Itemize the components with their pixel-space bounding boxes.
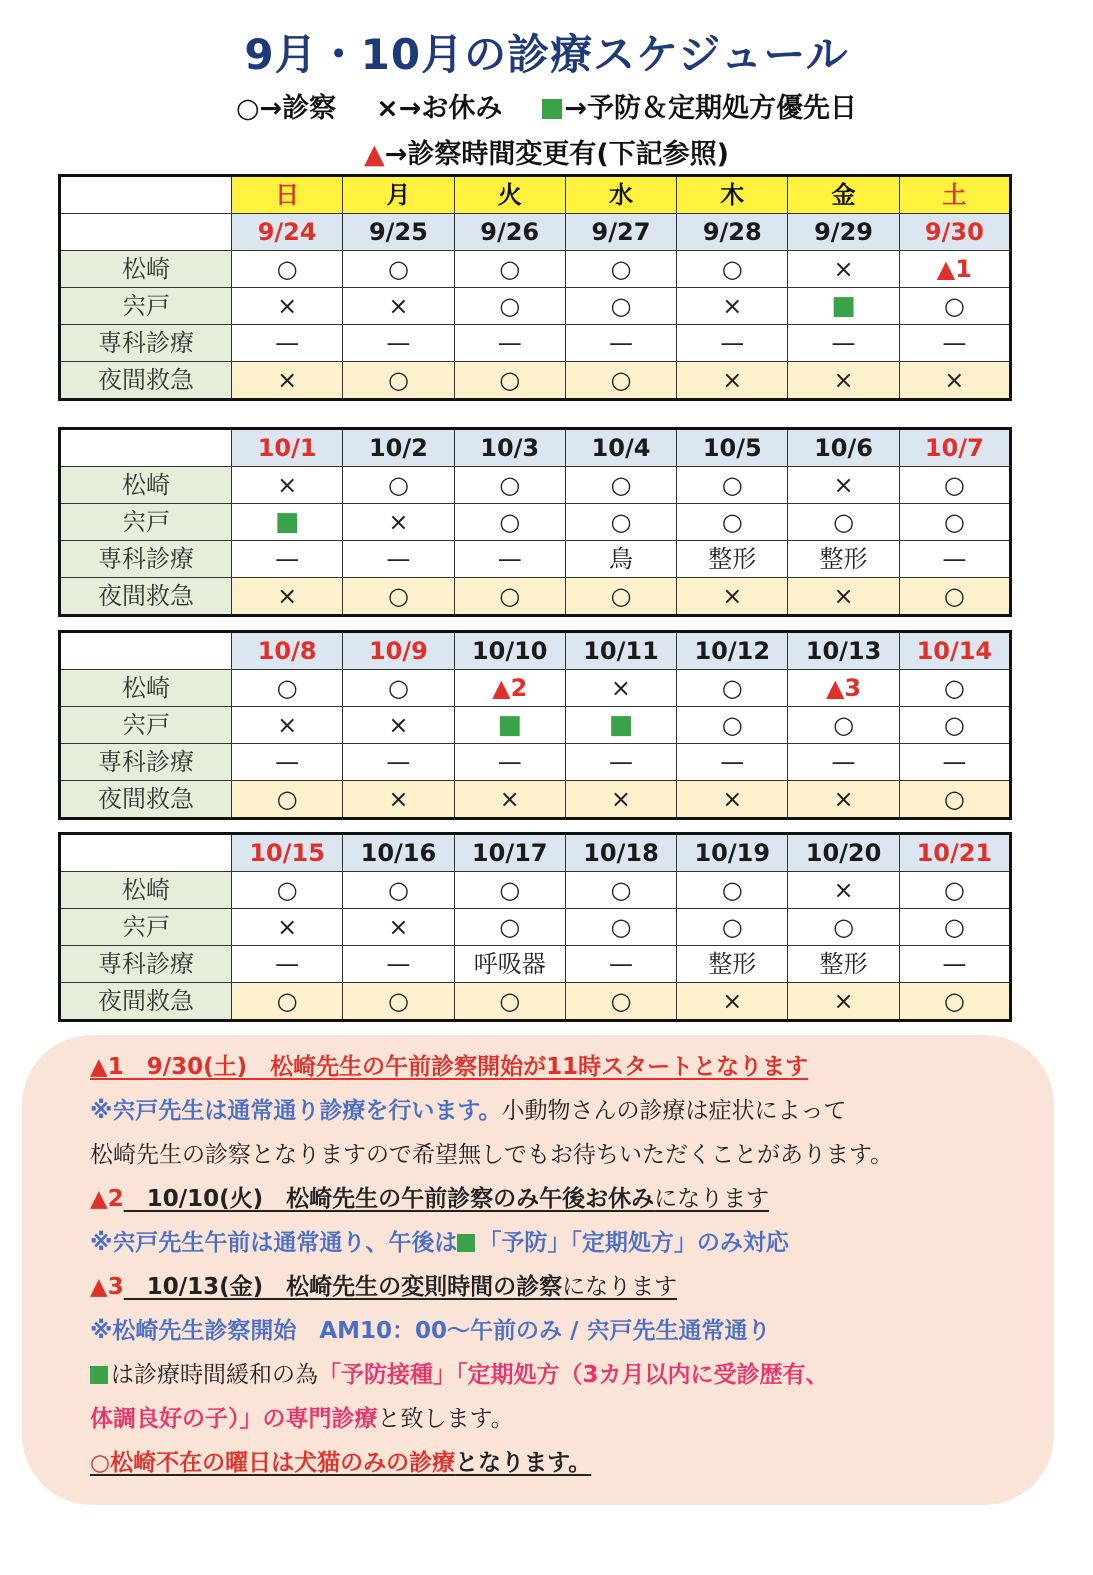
schedule-cell: —	[232, 744, 343, 781]
date-cell: 10/1	[232, 429, 343, 467]
schedule-cell: —	[232, 946, 343, 983]
weekday-header: 金	[788, 176, 899, 214]
schedule-cell: ○	[788, 707, 899, 744]
note-4-line-b	[90, 1404, 514, 1434]
schedule-cell: ○	[899, 707, 1010, 744]
row-special	[60, 325, 1011, 362]
legend-open: ○→診察	[235, 93, 337, 124]
schedule-cell: ○	[899, 670, 1010, 707]
schedule-cell: ×	[788, 362, 899, 400]
schedule-cell: ○	[899, 983, 1010, 1021]
schedule-cell: —	[565, 744, 676, 781]
schedule-cell: ×	[677, 983, 788, 1021]
schedule-cell: ×	[343, 707, 454, 744]
schedule-cell: —	[232, 541, 343, 578]
legend-priority: →予防＆定期処方優先日	[564, 93, 858, 124]
date-cell: 10/6	[788, 429, 899, 467]
schedule-cell: ○	[677, 872, 788, 909]
green-square-icon	[542, 99, 562, 119]
date-row	[60, 214, 1011, 251]
schedule-cell: —	[899, 744, 1010, 781]
schedule-cell: —	[454, 541, 565, 578]
schedule-cell: ○	[788, 504, 899, 541]
weekday-header: 土	[899, 176, 1010, 214]
note-1-small-animals: 小動物さんの診療は症状によって	[501, 1098, 847, 1124]
date-cell: 9/25	[343, 214, 454, 251]
weekday-header: 火	[454, 176, 565, 214]
schedule-cell: ×	[677, 578, 788, 616]
row-label: 専科診療	[60, 541, 232, 578]
green-square-icon	[457, 1234, 475, 1252]
note-4-c: 体調良好の子）」の専門診療	[90, 1406, 378, 1432]
schedule-cell: ○	[677, 670, 788, 707]
row-special	[60, 744, 1011, 781]
schedule-cell: ○	[343, 362, 454, 400]
schedule-cell: ▲3	[788, 670, 899, 707]
schedule-cell: ×	[232, 909, 343, 946]
date-cell: 9/29	[788, 214, 899, 251]
schedule-cell: ○	[899, 781, 1010, 819]
schedule-cell: —	[899, 325, 1010, 362]
schedule-cell: —	[343, 946, 454, 983]
row-label: 専科診療	[60, 744, 232, 781]
row-label: 松崎	[60, 251, 232, 288]
date-row	[60, 632, 1011, 670]
schedule-cell: ×	[232, 467, 343, 504]
schedule-week-4	[58, 832, 1012, 1022]
date-cell: 10/13	[788, 632, 899, 670]
row-night	[60, 781, 1011, 819]
schedule-cell: ×	[565, 781, 676, 819]
date-cell: 9/30	[899, 214, 1010, 251]
row-matsuzaki	[60, 670, 1011, 707]
schedule-cell: ○	[677, 909, 788, 946]
schedule-cell: ○	[454, 872, 565, 909]
row-label: 夜間救急	[60, 781, 232, 819]
row-shishido	[60, 707, 1011, 744]
row-shishido	[60, 909, 1011, 946]
schedule-cell: —	[788, 744, 899, 781]
schedule-cell: ○	[565, 504, 676, 541]
note-5	[90, 1448, 591, 1478]
schedule-cell: 呼吸器	[454, 946, 565, 983]
schedule-cell: ×	[232, 288, 343, 325]
schedule-cell: ○	[454, 251, 565, 288]
date-cell: 10/7	[899, 429, 1010, 467]
schedule-cell: ○	[343, 983, 454, 1021]
corner-cell	[60, 214, 232, 251]
corner-cell	[60, 429, 232, 467]
row-label: 専科診療	[60, 946, 232, 983]
schedule-cell: ○	[899, 467, 1010, 504]
legend-closed: ×→お休み	[376, 93, 503, 124]
schedule-cell: ×	[788, 983, 899, 1021]
note-3-heading	[90, 1272, 677, 1302]
row-matsuzaki	[60, 872, 1011, 909]
date-cell: 9/27	[565, 214, 676, 251]
schedule-cell: —	[454, 325, 565, 362]
note-1-heading: ▲1 9/30(土) 松崎先生の午前診察開始が11時スタートとなります	[90, 1054, 809, 1080]
date-cell: 10/12	[677, 632, 788, 670]
date-cell: 10/20	[788, 834, 899, 872]
date-cell: 10/17	[454, 834, 565, 872]
schedule-cell: —	[565, 325, 676, 362]
schedule-cell: —	[343, 744, 454, 781]
row-label: 専科診療	[60, 325, 232, 362]
schedule-cell: ○	[677, 707, 788, 744]
schedule-cell: —	[454, 744, 565, 781]
row-label: 宍戸	[60, 504, 232, 541]
weekday-header: 水	[565, 176, 676, 214]
schedule-cell: ■	[454, 707, 565, 744]
schedule-cell: 鳥	[565, 541, 676, 578]
schedule-week-1	[58, 174, 1012, 401]
schedule-cell: ○	[232, 781, 343, 819]
date-cell: 10/9	[343, 632, 454, 670]
schedule-cell: —	[899, 541, 1010, 578]
date-cell: 10/2	[343, 429, 454, 467]
note-5-a: ○松崎不在の曜日は犬猫のみの診療	[90, 1450, 456, 1476]
row-night	[60, 983, 1011, 1021]
schedule-cell: ○	[565, 983, 676, 1021]
row-night	[60, 578, 1011, 616]
weekday-header: 日	[232, 176, 343, 214]
row-special	[60, 541, 1011, 578]
date-cell: 10/5	[677, 429, 788, 467]
date-cell: 10/15	[232, 834, 343, 872]
schedule-cell: 整形	[788, 541, 899, 578]
schedule-cell: ○	[454, 504, 565, 541]
schedule-cell: ×	[788, 251, 899, 288]
date-row	[60, 834, 1011, 872]
schedule-cell: ×	[899, 362, 1010, 400]
schedule-cell: ○	[454, 467, 565, 504]
schedule-cell: ○	[565, 288, 676, 325]
note-2-tail: になります	[654, 1186, 770, 1212]
schedule-cell: ○	[788, 909, 899, 946]
schedule-cell: ○	[343, 251, 454, 288]
triangle-icon: ▲	[363, 139, 385, 170]
schedule-cell: ○	[899, 578, 1010, 616]
schedule-cell: ■	[565, 707, 676, 744]
schedule-cell: ○	[677, 467, 788, 504]
schedule-week-2	[58, 427, 1012, 617]
row-label: 夜間救急	[60, 362, 232, 400]
note-4-line-a	[90, 1360, 829, 1390]
schedule-cell: ×	[454, 781, 565, 819]
note-3-line-a: ※松崎先生診察開始 AM10：00〜午前のみ / 宍戸先生通常通り	[90, 1318, 771, 1344]
schedule-cell: ○	[677, 251, 788, 288]
schedule-cell: ○	[899, 909, 1010, 946]
date-cell: 10/18	[565, 834, 676, 872]
note-2-mark: ▲2	[90, 1186, 124, 1212]
row-label: 宍戸	[60, 707, 232, 744]
schedule-cell: ○	[232, 251, 343, 288]
row-label: 松崎	[60, 670, 232, 707]
date-cell: 10/10	[454, 632, 565, 670]
schedule-cell: ×	[788, 781, 899, 819]
schedule-cell: —	[677, 325, 788, 362]
schedule-cell: —	[232, 325, 343, 362]
schedule-cell: ○	[565, 578, 676, 616]
row-label: 松崎	[60, 467, 232, 504]
note-1-line-c: 松崎先生の診察となりますので希望無しでもお待ちいただくことがあります。	[90, 1142, 894, 1168]
note-2-a1: ※宍戸先生午前は通常通り、午後は	[90, 1230, 458, 1256]
note-3-mark: ▲3	[90, 1274, 124, 1300]
schedule-cell: ×	[788, 578, 899, 616]
date-cell: 10/3	[454, 429, 565, 467]
schedule-cell: —	[788, 325, 899, 362]
page-title: 9月・10月の診療スケジュール	[244, 30, 849, 79]
schedule-cell: —	[899, 946, 1010, 983]
note-3-tail: になります	[562, 1274, 678, 1300]
schedule-cell: ×	[232, 578, 343, 616]
schedule-cell: ×	[343, 909, 454, 946]
row-matsuzaki	[60, 251, 1011, 288]
schedule-cell: ×	[343, 288, 454, 325]
schedule-cell: ○	[454, 288, 565, 325]
schedule-cell: ×	[788, 872, 899, 909]
weekday-row	[60, 176, 1011, 214]
date-cell: 10/19	[677, 834, 788, 872]
schedule-cell: —	[343, 325, 454, 362]
schedule-cell: ○	[677, 504, 788, 541]
schedule-cell: ○	[899, 872, 1010, 909]
schedule-week-3	[58, 630, 1012, 820]
schedule-cell: ▲2	[454, 670, 565, 707]
schedule-cell: ×	[677, 288, 788, 325]
legend-line-2	[0, 132, 1093, 171]
date-cell: 10/11	[565, 632, 676, 670]
schedule-cell: ○	[565, 362, 676, 400]
weekday-header: 月	[343, 176, 454, 214]
corner-cell	[60, 632, 232, 670]
corner-cell	[60, 176, 232, 214]
schedule-cell: 整形	[677, 946, 788, 983]
schedule-cell: ○	[232, 872, 343, 909]
schedule-cell: —	[677, 744, 788, 781]
schedule-cell: ×	[232, 362, 343, 400]
row-label: 松崎	[60, 872, 232, 909]
green-square-icon	[90, 1366, 108, 1384]
date-cell: 9/26	[454, 214, 565, 251]
row-special	[60, 946, 1011, 983]
note-3-title: 10/13(金) 松崎先生の変則時間の診察	[123, 1274, 563, 1300]
date-cell: 9/28	[677, 214, 788, 251]
note-1-shishido: ※宍戸先生は通常通り診療を行います。	[90, 1098, 502, 1124]
schedule-cell: ○	[565, 909, 676, 946]
note-4-a: は診療時間緩和の為	[111, 1362, 318, 1388]
schedule-cell: ○	[454, 983, 565, 1021]
note-2-line-a	[90, 1228, 789, 1258]
row-label: 夜間救急	[60, 983, 232, 1021]
note-2-heading	[90, 1184, 769, 1214]
legend-changed: →診察時間変更有(下記参照)	[384, 139, 730, 170]
date-cell: 10/14	[899, 632, 1010, 670]
date-cell: 10/16	[343, 834, 454, 872]
schedule-cell: ○	[454, 362, 565, 400]
schedule-cell: ×	[343, 781, 454, 819]
schedule-cell: ○	[565, 467, 676, 504]
schedule-cell: ○	[899, 288, 1010, 325]
schedule-cell: ○	[565, 251, 676, 288]
schedule-cell: ○	[343, 578, 454, 616]
note-2-title: 10/10(火) 松崎先生の午前診察のみ午後お休み	[123, 1186, 655, 1212]
schedule-cell: —	[565, 946, 676, 983]
date-cell: 10/4	[565, 429, 676, 467]
schedule-cell: ○	[232, 670, 343, 707]
date-cell: 10/21	[899, 834, 1010, 872]
date-cell: 9/24	[232, 214, 343, 251]
schedule-cell: ×	[565, 670, 676, 707]
schedule-cell: ×	[677, 781, 788, 819]
schedule-cell: ○	[343, 872, 454, 909]
schedule-cell: ○	[565, 872, 676, 909]
schedule-cell: ×	[677, 362, 788, 400]
note-4-b: 「予防接種」「定期処方（3カ月以内に受診歴有、	[318, 1362, 829, 1388]
row-label: 宍戸	[60, 288, 232, 325]
row-shishido	[60, 504, 1011, 541]
schedule-cell: 整形	[677, 541, 788, 578]
weekday-header: 木	[677, 176, 788, 214]
note-4-d: と致します。	[377, 1406, 514, 1432]
schedule-cell: 整形	[788, 946, 899, 983]
schedule-cell: ○	[232, 983, 343, 1021]
row-label: 宍戸	[60, 909, 232, 946]
row-night	[60, 362, 1011, 400]
schedule-cell: ×	[232, 707, 343, 744]
schedule-cell: ○	[899, 504, 1010, 541]
schedule-cell: ○	[343, 467, 454, 504]
note-1-line-a	[90, 1096, 847, 1126]
date-row	[60, 429, 1011, 467]
schedule-cell: ×	[343, 504, 454, 541]
corner-cell	[60, 834, 232, 872]
schedule-cell: ■	[788, 288, 899, 325]
schedule-cell: ○	[454, 909, 565, 946]
note-5-b: となります。	[455, 1450, 592, 1476]
row-matsuzaki	[60, 467, 1011, 504]
row-label: 夜間救急	[60, 578, 232, 616]
row-shishido	[60, 288, 1011, 325]
note-2-a2: 「予防」「定期処方」のみ対応	[478, 1230, 789, 1256]
legend-line-1	[0, 86, 1093, 125]
schedule-cell: ○	[454, 578, 565, 616]
schedule-cell: ■	[232, 504, 343, 541]
schedule-cell: ×	[788, 467, 899, 504]
schedule-cell: ▲1	[899, 251, 1010, 288]
schedule-cell: —	[343, 541, 454, 578]
date-cell: 10/8	[232, 632, 343, 670]
schedule-cell: ○	[343, 670, 454, 707]
